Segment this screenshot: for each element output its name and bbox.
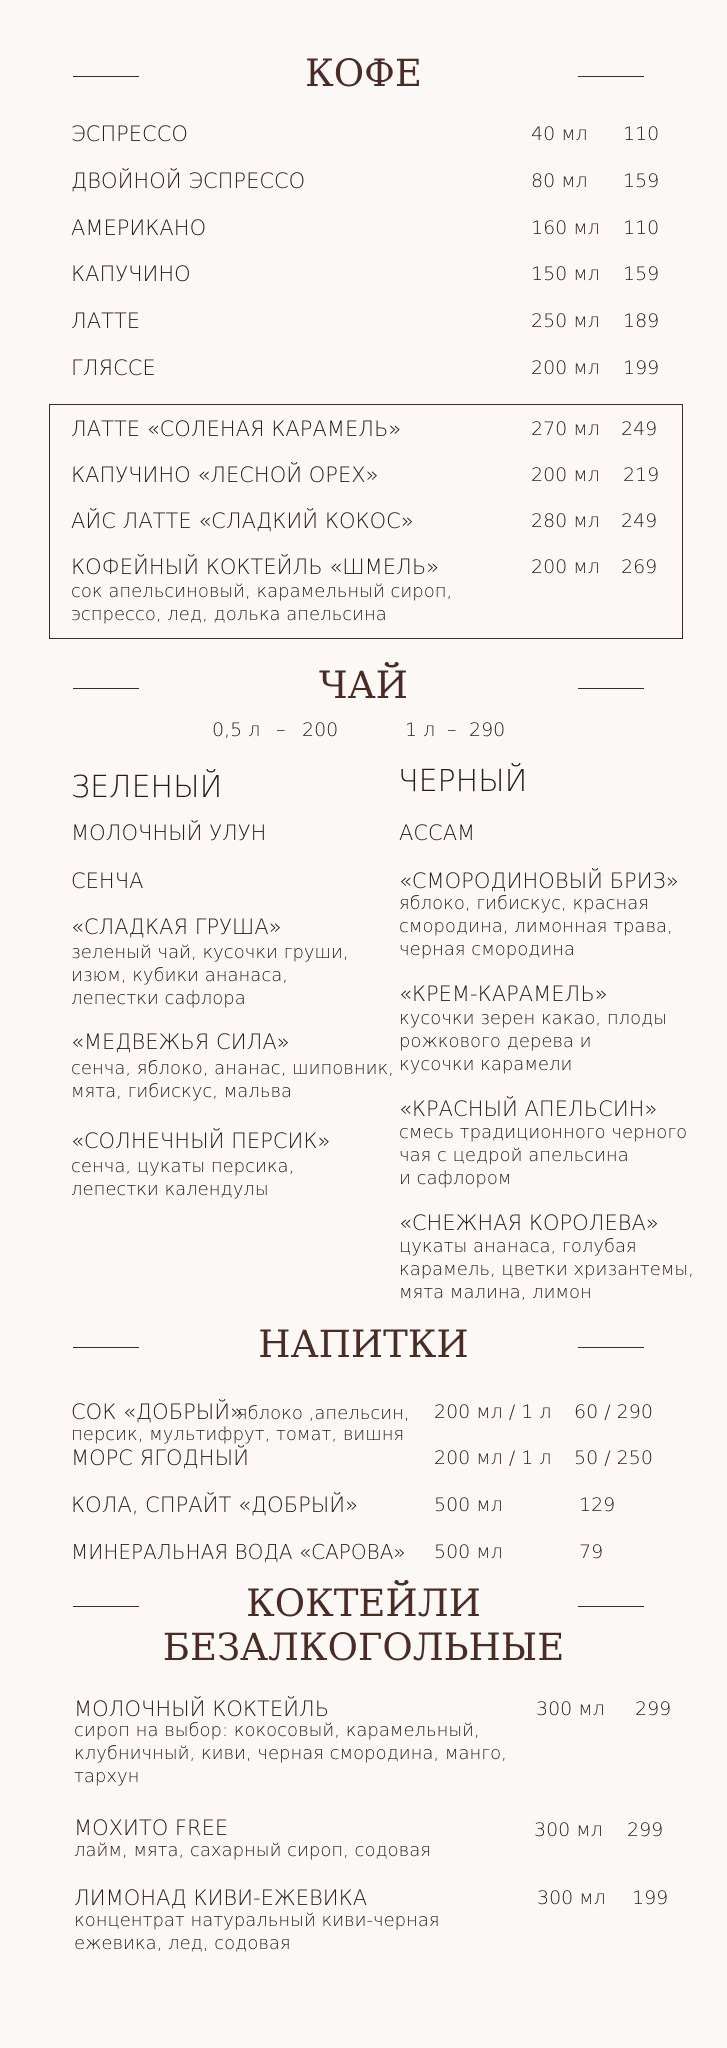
tea-name: «КРЕМ-КАРАМЕЛЬ»	[399, 982, 608, 1006]
item-price: 199	[623, 357, 660, 379]
item-price: 50 / 250	[574, 1447, 653, 1469]
item-name: СОК «ДОБРЫЙ»	[71, 1400, 243, 1424]
item-name: КОФЕЙНЫЙ КОКТЕЙЛЬ «ШМЕЛЬ»	[71, 555, 440, 579]
item-price: 249	[621, 510, 658, 532]
item-volume: 80 мл	[531, 170, 588, 192]
item-description: лайм, мята, сахарный сироп, содовая	[74, 1840, 431, 1861]
tea-size-large: 1 л	[405, 719, 436, 741]
item-name: МОХИТО FREE	[74, 1816, 229, 1840]
tea-name: «СОЛНЕЧНЫЙ ПЕРСИК»	[71, 1129, 331, 1153]
item-volume: 250 мл	[531, 310, 600, 332]
tea-description: кусочки зерен какао, плоды	[399, 1008, 668, 1029]
tea-description: цукаты ананаса, голубая	[399, 1236, 637, 1257]
item-price: 299	[635, 1698, 672, 1720]
green-tea-heading: ЗЕЛЕНЫЙ	[71, 770, 223, 805]
tea-name: МОЛОЧНЫЙ УЛУН	[71, 821, 267, 845]
item-price: 159	[623, 263, 660, 285]
tea-name: «МЕДВЕЖЬЯ СИЛА»	[71, 1030, 290, 1054]
divider	[578, 1347, 644, 1348]
item-volume: 200 мл	[531, 357, 600, 379]
tea-title: ЧАЙ	[319, 664, 408, 707]
item-name: ДВОЙНОЙ ЭСПРЕССО	[71, 169, 306, 193]
item-price: 159	[623, 170, 660, 192]
tea-name: «КРАСНЫЙ АПЕЛЬСИН»	[399, 1097, 658, 1121]
item-name: КАПУЧИНО «ЛЕСНОЙ ОРЕХ»	[71, 463, 379, 487]
item-name: МОРС ЯГОДНЫЙ	[71, 1446, 249, 1470]
tea-name: «СНЕЖНАЯ КОРОЛЕВА»	[399, 1211, 659, 1235]
item-name: ГЛЯССЕ	[71, 356, 156, 380]
item-price: 79	[579, 1541, 604, 1563]
item-price: 269	[621, 556, 658, 578]
black-tea-heading: ЧЕРНЫЙ	[398, 764, 528, 799]
tea-price-large: 290	[469, 719, 506, 741]
item-name: КОЛА, СПРАЙТ «ДОБРЫЙ»	[71, 1493, 359, 1517]
item-price: 199	[632, 1887, 669, 1909]
item-volume: 280 мл	[531, 510, 600, 532]
tea-description: смородина, лимонная трава,	[399, 916, 673, 937]
item-description: сок апельсиновый, карамельный сироп,	[71, 581, 453, 602]
item-name: ЛАТТЕ	[71, 309, 141, 333]
tea-description: чая с цедрой апельсина	[399, 1145, 629, 1166]
cocktails-subtitle: БЕЗАЛКОГОЛЬНЫЕ	[162, 1626, 565, 1669]
item-price: 129	[579, 1494, 616, 1516]
tea-name: «СЛАДКАЯ ГРУША»	[71, 915, 282, 939]
tea-description: изюм, кубики ананаса,	[71, 965, 288, 986]
item-description: концентрат натуральный киви-черная	[74, 1910, 440, 1931]
item-name: ЛАТТЕ «СОЛЕНАЯ КАРАМЕЛЬ»	[71, 417, 402, 441]
tea-description: смесь традиционного черного	[399, 1122, 688, 1143]
tea-name: СЕНЧА	[71, 869, 144, 893]
item-volume: 200 мл	[531, 464, 600, 486]
item-volume: 500 мл	[434, 1494, 503, 1516]
tea-description: мята малина, лимон	[399, 1282, 592, 1303]
item-volume: 300 мл	[537, 1887, 606, 1909]
tea-description: рожкового дерева и	[399, 1031, 592, 1052]
tea-name: «СМОРОДИНОВЫЙ БРИЗ»	[399, 869, 679, 893]
drinks-title: НАПИТКИ	[258, 1323, 469, 1366]
divider	[578, 688, 644, 689]
tea-name: АССАМ	[399, 821, 476, 845]
item-volume: 200 мл / 1 л	[434, 1401, 552, 1423]
item-price: 110	[623, 217, 660, 239]
item-volume: 300 мл	[536, 1698, 605, 1720]
divider	[578, 1606, 644, 1607]
item-name: АЙС ЛАТТЕ «СЛАДКИЙ КОКОС»	[71, 509, 414, 533]
tea-description: и сафлором	[399, 1168, 512, 1189]
tea-price-small: 200	[302, 719, 339, 741]
item-name: ЭСПРЕССО	[71, 122, 188, 146]
item-price: 249	[621, 418, 658, 440]
divider	[578, 76, 644, 77]
item-description: персик, мультифрут, томат, вишня	[71, 1424, 405, 1445]
item-price: 110	[623, 123, 660, 145]
tea-description: лепестки календулы	[71, 1179, 269, 1200]
item-price: 219	[623, 464, 660, 486]
item-volume: 150 мл	[531, 263, 600, 285]
item-price: 60 / 290	[574, 1401, 653, 1423]
item-volume: 160 мл	[531, 217, 600, 239]
item-name: ЛИМОНАД КИВИ-ЕЖЕВИКА	[74, 1886, 368, 1910]
item-price: 189	[623, 310, 660, 332]
cocktails-title: КОКТЕЙЛИ	[246, 1582, 481, 1625]
item-description: сироп на выбор: кокосовый, карамельный,	[74, 1720, 480, 1741]
item-description: тархун	[74, 1766, 140, 1787]
tea-description: лепестки сафлора	[71, 988, 246, 1009]
dash: –	[276, 719, 286, 741]
item-description: клубничный, киви, черная смородина, манго,	[74, 1743, 507, 1764]
item-description: ежевика, лед, содовая	[74, 1933, 291, 1954]
tea-description: яблоко, гибискус, красная	[399, 893, 649, 914]
item-description: эспрессо, лед, долька апельсина	[71, 604, 387, 625]
item-volume: 500 мл	[434, 1541, 503, 1563]
tea-description: мята, гибискус, мальва	[71, 1081, 293, 1102]
item-name: МОЛОЧНЫЙ КОКТЕЙЛЬ	[74, 1697, 330, 1721]
item-volume: 300 мл	[534, 1819, 603, 1841]
tea-description: черная смородина	[399, 939, 576, 960]
item-volume: 200 мл	[531, 556, 600, 578]
item-volume: 200 мл / 1 л	[434, 1447, 552, 1469]
item-price: 299	[627, 1819, 664, 1841]
item-name: КАПУЧИНО	[71, 262, 191, 286]
tea-size-small: 0,5 л	[212, 719, 261, 741]
item-volume: 270 мл	[531, 418, 600, 440]
tea-description: сенча, яблоко, ананас, шиповник,	[71, 1058, 394, 1079]
tea-description: карамель, цветки хризантемы,	[399, 1259, 694, 1280]
tea-description: зеленый чай, кусочки груши,	[71, 942, 349, 963]
tea-description: кусочки карамели	[399, 1054, 573, 1075]
item-name: МИНЕРАЛЬНАЯ ВОДА «САРОВА»	[71, 1540, 406, 1564]
item-name: АМЕРИКАНО	[71, 216, 207, 240]
item-volume: 40 мл	[531, 123, 588, 145]
tea-description: сенча, цукаты персика,	[71, 1156, 295, 1177]
dash: –	[447, 719, 457, 741]
item-note: яблоко ,апельсин,	[237, 1403, 410, 1424]
coffee-title: КОФЕ	[305, 52, 422, 95]
